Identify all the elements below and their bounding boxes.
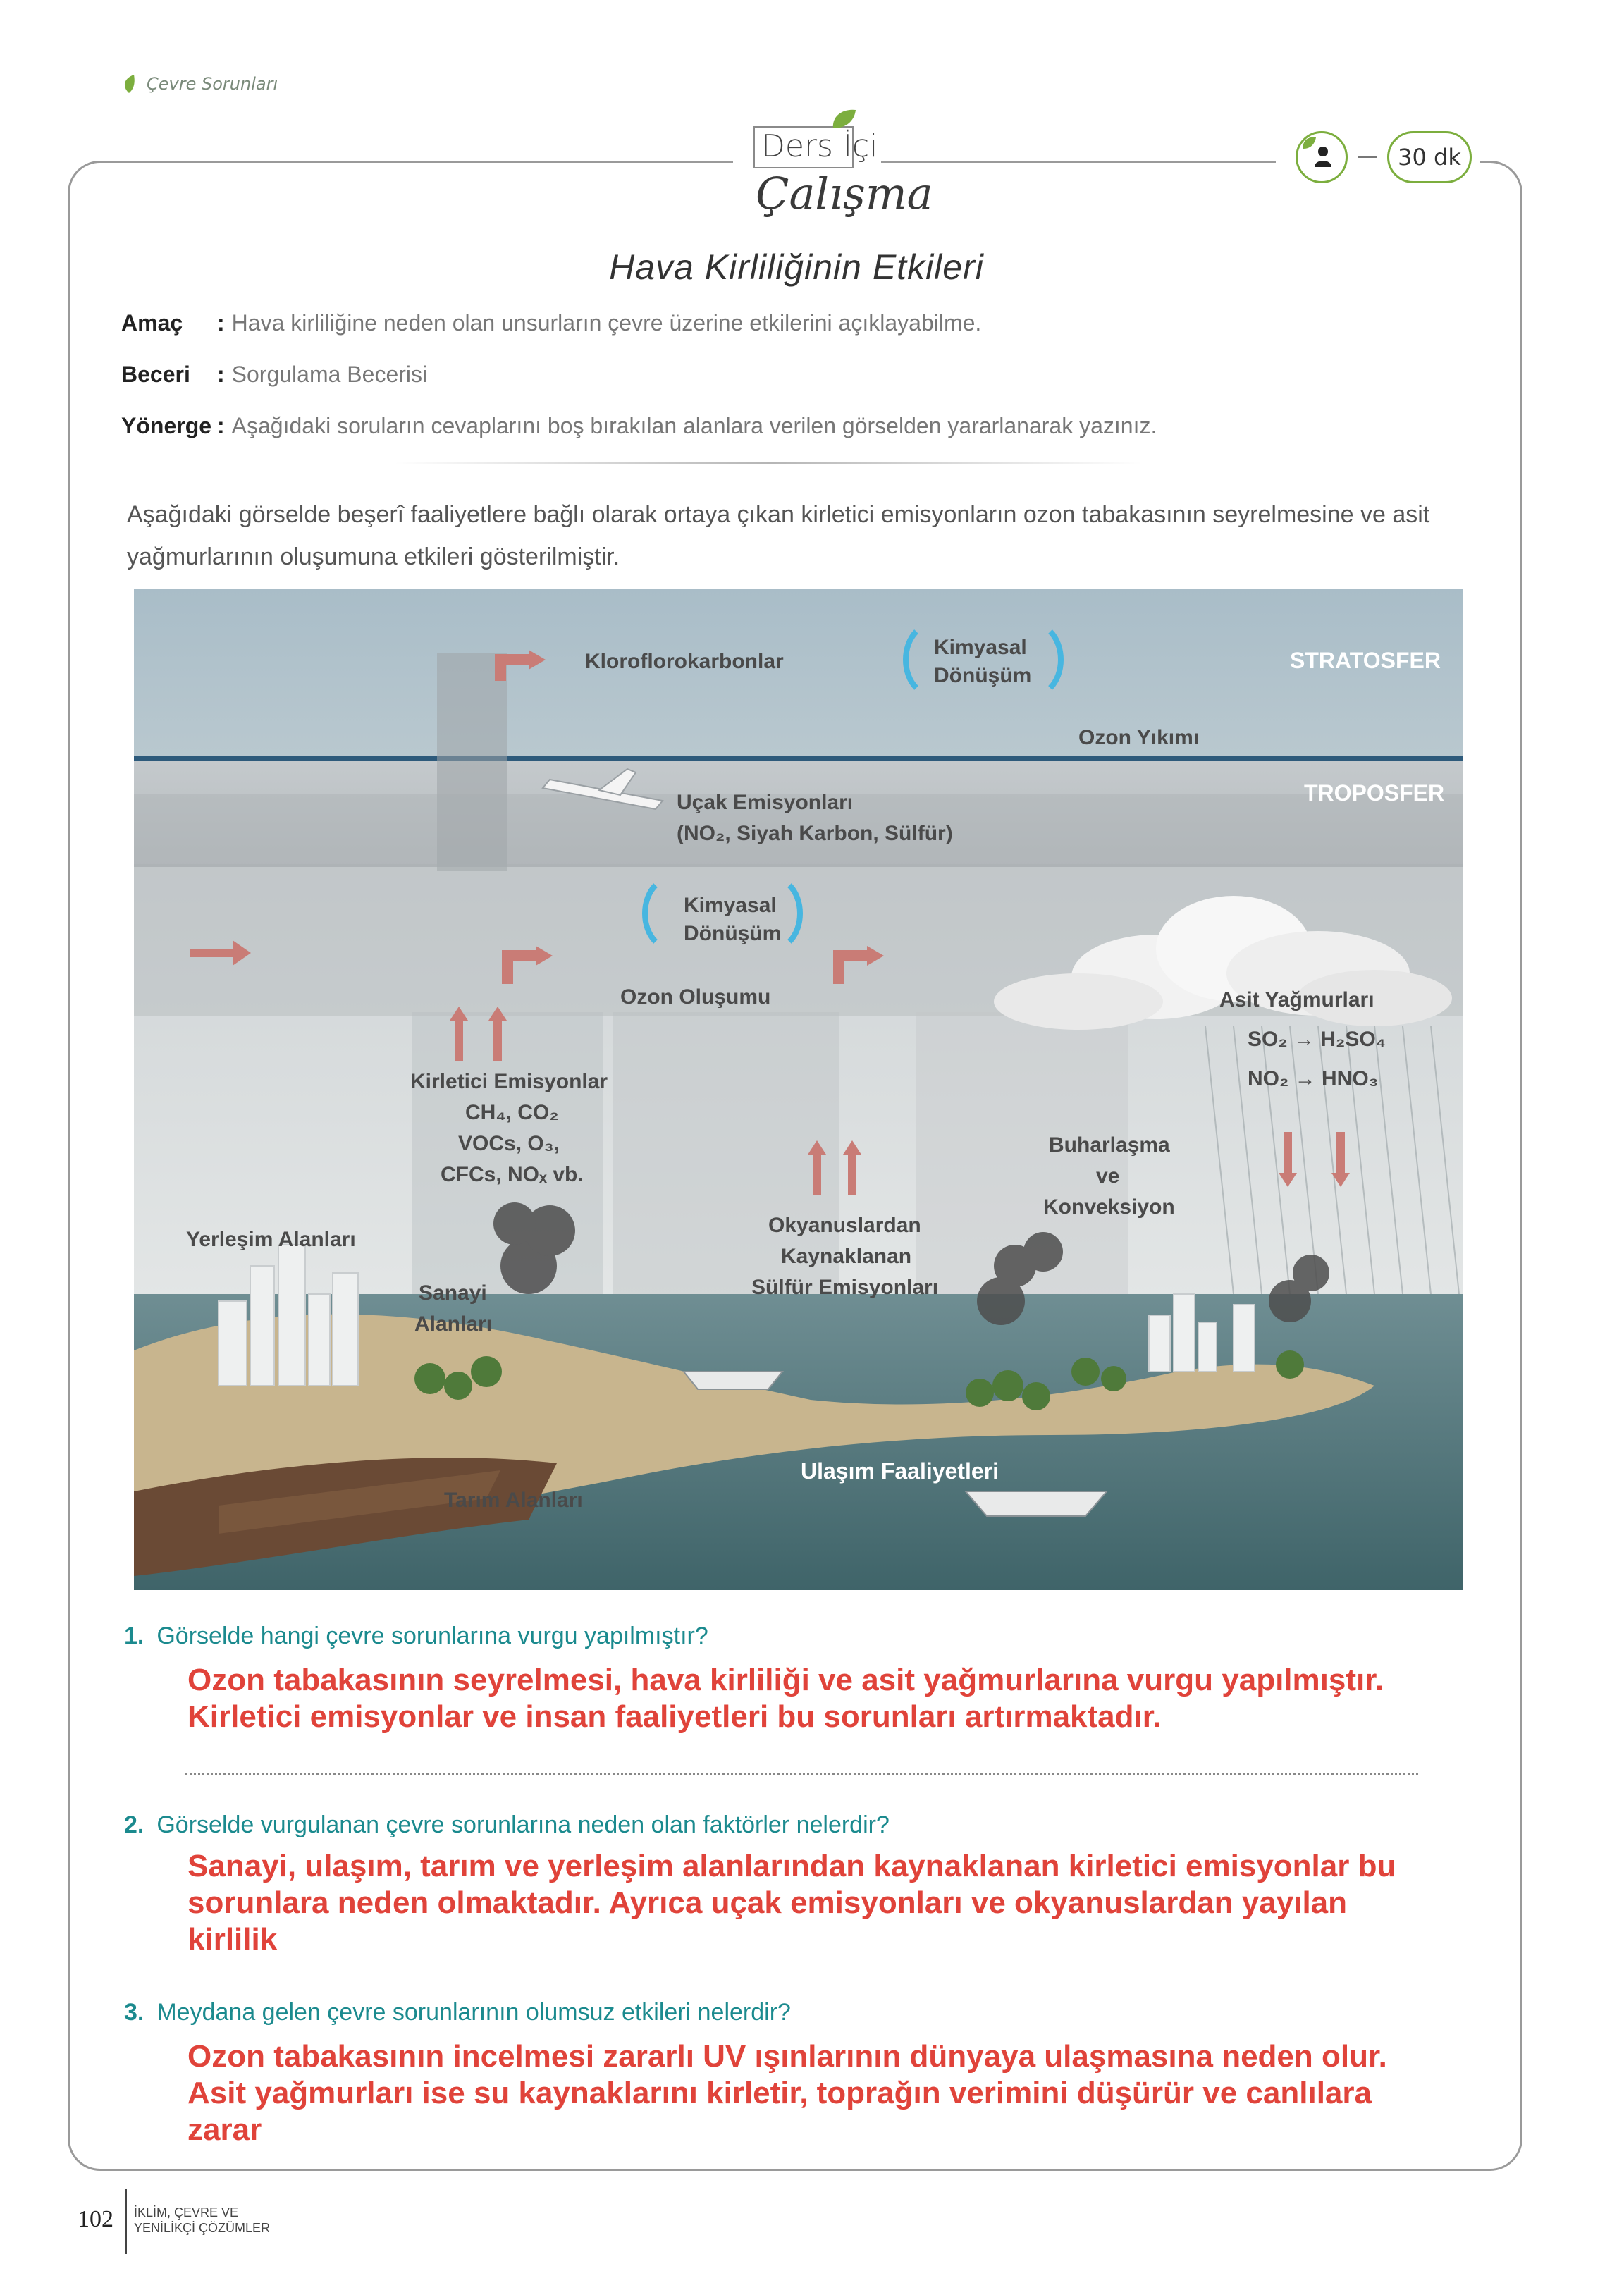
label-okyanus-l1: Okyanuslardan [768,1214,921,1237]
activity-title: Hava Kirliliğinin Etkileri [609,247,984,287]
answer-line [185,1773,1418,1775]
breadcrumb [121,73,278,94]
label-kimyasal-top: Kimyasal [934,636,1027,659]
label-ozon-olusumu: Ozon Oluşumu [620,985,771,1009]
info-value: Aşağıdaki soruların cevaplarını boş bırakılan alanlara verilen görselden yararlanarak yazınız. [231,413,1157,438]
stratosphere-band [134,589,1463,758]
label-donusum-top: Dönüşüm [934,664,1032,687]
label-ulasim: Ulaşım Faaliyetleri [801,1458,999,1484]
label-kirletici: Kirletici Emisyonlar [410,1070,608,1093]
label-asit-formul1: SO₂ → H₂SO₄ [1248,1028,1386,1051]
question-text: Meydana gelen çevre sorunlarının olumsuz etkileri nelerdir? [156,1999,791,2026]
intro-paragraph: Aşağıdaki görselde beşerî faaliyetlere bağlı olarak ortaya çıkan kirletici emisyonların ozon tabakasının seyrelmesine ve asit yağmurlarının oluşumuna etkileri gösterilmiştir. [127,501,1430,570]
activity-badges [1296,131,1472,183]
answer-2[interactable]: Sanayi, ulaşım, tarım ve yerleşim alanlarından kaynaklanan kirletici emisyonlar bu sorunlara neden olmaktadır. Ayrıca uçak emisyonları ve okyanuslardan yayılan kirlilik [187,1849,1396,1957]
label-kirletici-l1: CH₄, CO₂ [465,1101,559,1124]
label-tarim: Tarım Alanları [444,1489,583,1512]
answer-1[interactable]: Ozon tabakasının seyrelmesi, hava kirliliği ve asit yağmurlarına vurgu yapılmıştır. Kirletici emisyonlar ve insan faaliyetleri bu sorunları artırmaktadır. [187,1663,1384,1734]
person-icon [1298,133,1346,181]
logo-line1: Ders İçi [761,128,878,164]
tropopause-line [134,756,1463,761]
logo-line2: Çalışma [756,168,933,219]
divider [395,462,1142,464]
label-stratosfer: STRATOSFER [1290,648,1441,673]
question-number: 2. [124,1811,144,1838]
breadcrumb-label: Çevre Sorunları [147,74,278,94]
question-1 [124,1623,708,1650]
label-kirletici-l2: VOCs, O₃, [458,1132,560,1155]
question-text: Görselde hangi çevre sorunlarına vurgu yapılmıştır? [156,1623,708,1649]
page-number: 102 [78,2206,113,2232]
label-sanayi-l1: Sanayi [419,1281,487,1305]
air-pollution-diagram [134,589,1463,1590]
label-ozon-yikimi: Ozon Yıkımı [1078,726,1200,749]
label-donusum-mid: Dönüşüm [684,922,782,945]
label-okyanus-l2: Kaynaklanan [781,1245,912,1268]
label-buharlasma-l1: Buharlaşma [1049,1133,1170,1157]
label-ucak-emisyonlari: Uçak Emisyonları [677,791,854,814]
question-number: 3. [124,1999,144,2026]
label-yerlesim: Yerleşim Alanları [186,1228,356,1251]
book-title: İKLİM, ÇEVRE VE YENİLİKÇİ ÇÖZÜMLER [134,2205,271,2235]
answer-3[interactable]: Ozon tabakasının incelmesi zararlı UV ışınlarının dünyaya ulaşmasına neden olur. Asit yağmurları ise su kaynaklarını kirletir, toprağın verimini düşürür ve canlılara zarar [187,2039,1387,2147]
label-asit-formul2: NO₂ → HNO₃ [1248,1067,1379,1090]
info-row-beceri: Beceri : Sorgulama Becerisi [121,362,428,387]
info-row-amac: Amaç : Hava kirliliğine neden olan unsurların çevre üzerine etkilerini açıklayabilme. [121,310,982,336]
individual-work-badge [1296,131,1348,183]
question-3 [124,1999,791,2026]
ders-ici-calisma-logo [749,106,933,226]
label-ucak-detay: (NO₂, Siyah Karbon, Sülfür) [677,822,953,845]
info-label: Beceri [121,362,190,387]
label-okyanus-l3: Sülfür Emisyonları [751,1276,939,1299]
label-buharlasma-l3: Konveksiyon [1043,1195,1175,1219]
label-asit-yagmurlari: Asit Yağmurları [1219,988,1374,1011]
time-badge [1387,131,1472,183]
info-value: Hava kirliliğine neden olan unsurların çevre üzerine etkilerini açıklayabilme. [231,310,982,336]
label-kimyasal-mid: Kimyasal [684,894,777,917]
label-troposfer: TROPOSFER [1304,780,1445,806]
label-buharlasma-l2: ve [1096,1164,1120,1188]
label-sanayi-l2: Alanları [414,1312,493,1336]
time-label: 30 dk [1398,144,1461,171]
question-text: Görselde vurgulanan çevre sorunlarına neden olan faktörler nelerdir? [156,1811,890,1838]
info-value: Sorgulama Becerisi [231,362,428,387]
question-2 [124,1811,890,1839]
info-label: Yönerge [121,413,212,438]
info-label: Amaç [121,310,183,336]
logo-leaf-icon [833,110,856,128]
leaf-icon [121,73,137,94]
label-kirletici-l3: CFCs, NOₓ vb. [441,1163,584,1186]
label-kloroflorokarbonlar: Kloroflorokarbonlar [585,650,784,673]
question-number: 1. [124,1623,144,1649]
info-row-yonerge: Yönerge : Aşağıdaki soruların cevaplarını boş bırakılan alanlara verilen görselden yararlanarak yazınız. [121,413,1157,438]
